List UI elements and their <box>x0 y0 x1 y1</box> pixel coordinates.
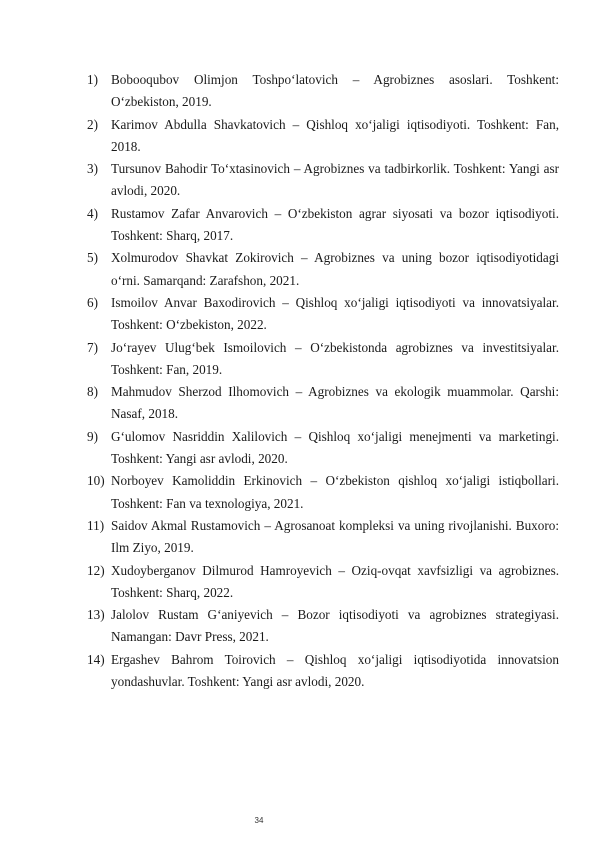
reference-number: 8) <box>87 384 98 400</box>
page-number: 34 <box>254 816 264 825</box>
reference-item <box>87 69 559 114</box>
reference-number: 2) <box>87 116 98 132</box>
reference-number: 11) <box>87 517 105 533</box>
reference-number: 14) <box>87 651 105 667</box>
reference-list <box>87 69 559 693</box>
reference-number: 1) <box>87 72 98 87</box>
reference-item <box>87 515 559 560</box>
reference-item <box>87 247 559 292</box>
reference-text: Mahmudov Sherzod Ilhomovich – Agrobiznes va ekologik muammolar. Qarshi: Nasaf, 2018. <box>111 384 559 422</box>
reference-item <box>87 337 559 382</box>
reference-item <box>87 604 559 649</box>
reference-number: 10) <box>87 473 105 489</box>
reference-number: 12) <box>87 562 105 578</box>
reference-number: 6) <box>87 294 98 310</box>
reference-number: 4) <box>87 205 98 221</box>
reference-text: Xolmurodov Shavkat Zokirovich – Agrobiznes va uning bozor iqtisodiyotidagi o‘rni. Samarqand: Zarafshon, 2021. <box>111 250 559 288</box>
reference-number: 9) <box>87 428 98 444</box>
reference-item <box>87 426 559 471</box>
reference-text: Ismoilov Anvar Baxodirovich – Qishloq xo‘jaligi iqtisodiyoti va innovatsiyalar. Toshkent: O‘zbekiston, 2022. <box>111 294 559 333</box>
reference-item <box>87 114 559 159</box>
reference-text: Rustamov Zafar Anvarovich – O‘zbekiston agrar siyosati va bozor iqtisodiyoti. Toshkent: Sharq, 2017. <box>111 205 559 244</box>
reference-text: Norboyev Kamoliddin Erkinovich – O‘zbekiston qishloq xo‘jaligi istiqbollari. Toshkent: Fan va texnologiya, 2021. <box>111 473 559 511</box>
reference-text: Jo‘rayev Ulug‘bek Ismoilovich – O‘zbekistonda agrobiznes va investitsiyalar. Toshkent: Fan, 2019. <box>111 339 559 377</box>
reference-number: 5) <box>87 250 98 266</box>
reference-item <box>87 203 559 248</box>
reference-item <box>87 158 559 203</box>
reference-number: 13) <box>87 607 105 623</box>
reference-item <box>87 381 559 426</box>
reference-item <box>87 560 559 605</box>
reference-text: G‘ulomov Nasriddin Xalilovich – Qishloq xo‘jaligi menejmenti va marketingi. Toshkent: Yangi asr avlodi, 2020. <box>111 428 559 467</box>
reference-text: Karimov Abdulla Shavkatovich – Qishloq xo‘jaligi iqtisodiyoti. Toshkent: Fan, 2018. <box>111 116 559 154</box>
reference-text: Bobooqubov Olimjon Toshpo‘latovich – Agrobiznes asoslari. Toshkent: O‘zbekiston, 2019. <box>111 72 559 110</box>
reference-item <box>87 470 559 515</box>
reference-item <box>87 292 559 337</box>
reference-text: Saidov Akmal Rustamovich – Agrosanoat kompleksi va uning rivojlanishi. Buxoro: Ilm Ziyo, 2019. <box>111 517 559 556</box>
reference-text: Tursunov Bahodir To‘xtasinovich – Agrobiznes va tadbirkorlik. Toshkent: Yangi asr avlodi, 2020. <box>111 161 559 199</box>
reference-number: 7) <box>87 339 98 355</box>
reference-text: Xudoyberganov Dilmurod Hamroyevich – Oziq-ovqat xavfsizligi va agrobiznes. Toshkent: Sharq, 2022. <box>111 562 559 600</box>
reference-text: Jalolov Rustam G‘aniyevich – Bozor iqtisodiyoti va agrobiznes strategiyasi. Namangan: Davr Press, 2021. <box>111 607 559 645</box>
reference-text: Ergashev Bahrom Toirovich – Qishloq xo‘jaligi iqtisodiyotida innovatsion yondashuvlar. Toshkent: Yangi asr avlodi, 2020. <box>111 651 559 690</box>
reference-number: 3) <box>87 161 98 177</box>
reference-item <box>87 649 559 694</box>
